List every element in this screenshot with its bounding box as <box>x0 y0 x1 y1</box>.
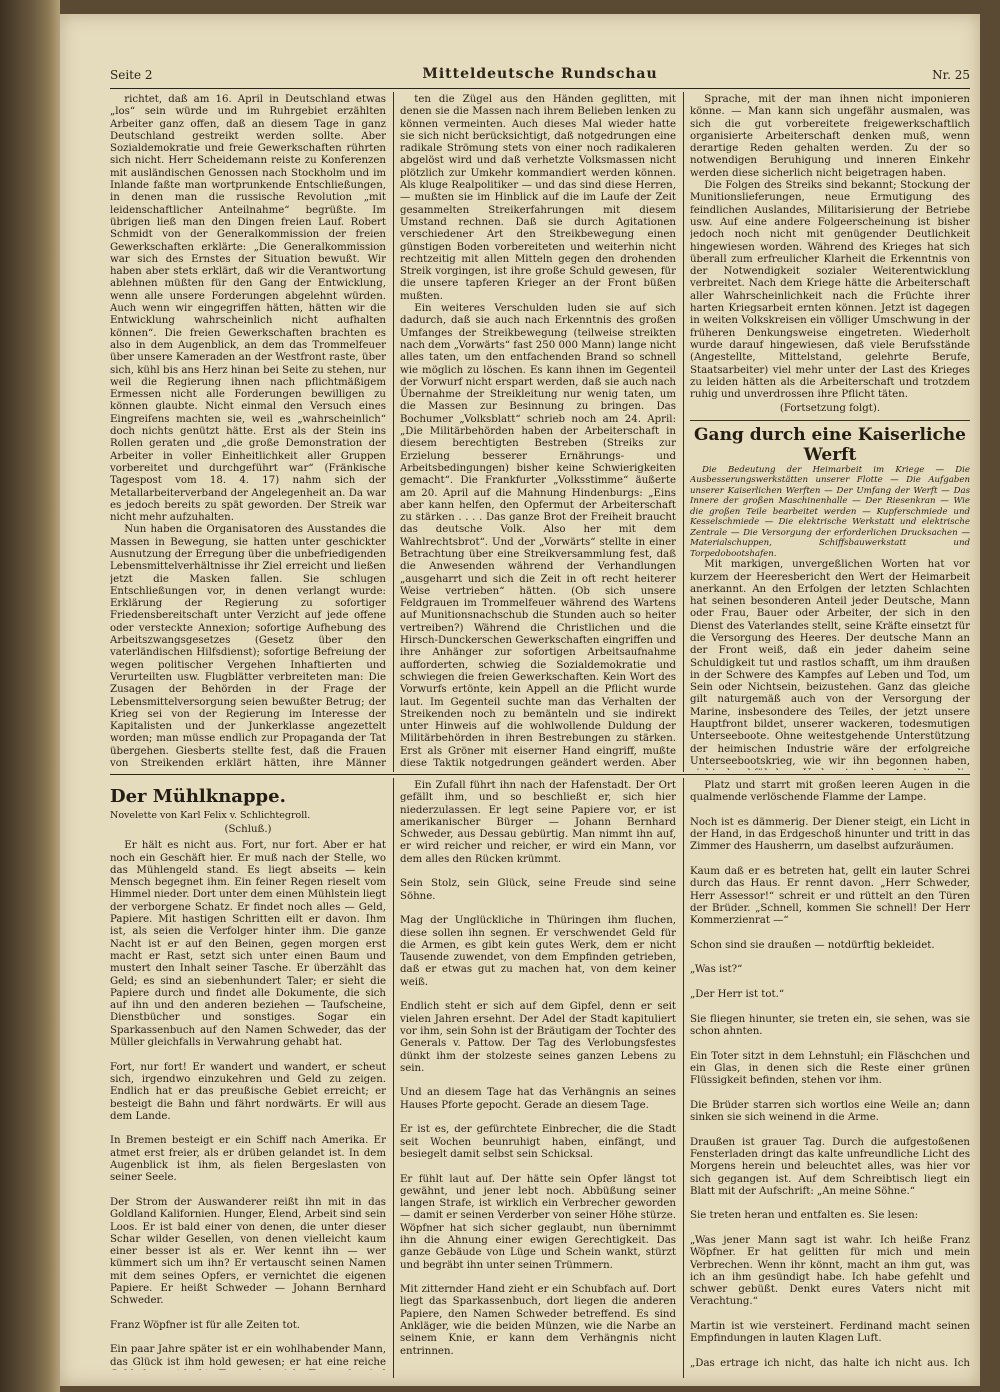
article-column-1 <box>110 94 386 770</box>
novel-author: Novelette von Karl Felix v. Schlichtegroll. <box>110 810 311 821</box>
article-column-2 <box>400 94 676 770</box>
novel-text: Er hält es nicht aus. Fort, nur fort. Aber er hat noch ein Geschäft hier. Er muß nach der Stelle, wo das Mühlengeld stand. Es liegt abseits — kein Mensch begegnet ihm. Ein feiner Regen rieselt vom Himmel nieder. Dort unter dem einen Mühlstein liegt der verborgene Schatz. Er findet noch alles — Geld, Papiere. Mit hastigen Schritten eilt er davon. Ihm ist, als seien die Verfolger hinter ihm. Die ganze Nacht ist er auf den Beinen, gegen morgen erst macht er Rast, setzt sich unter einen Baum und mustert den Inhalt seiner Tasche. Er überzählt das Geld; es sind an siebenhundert Taler; er sieht die Papiere durch und findet alle Dokumente, die sich auf ihn und den anderen beziehen — Taufscheine, Dienstbücher und sonstiges. Sogar ein Sparkassenbuch auf den Namen Schweder, das der Müller gleichfalls in Verwahrung gehabt hat. Fort, nur fort! Er wandert und wandert, er scheut sich, irgendwo einzukehren und Geld zu zeigen. Endlich hat er das preußische Gebiet erreicht; er besteigt die Bahn und fährt nordwärts. Er will aus dem Lande. In Bremen besteigt er ein Schiff nach Amerika. Er atmet erst freier, als er drüben gelandet ist. In dem Augenblick ist ihm, als fielen Bergeslasten von seiner Seele. Der Strom der Auswanderer reißt ihn mit in das Goldland Kalifornien. Hunger, Elend, Arbeit sind sein Loos. Er ist bald einer von denen, die unter dieser Schar wilder Gesellen, von denen vielleicht kaum einer besser ist als er. Wer kennt ihn — wer kümmert sich um ihn? Er vertauscht seinen Namen mit dem seines Opfers, er vernichtet die eigenen Papiere. Er heißt Schweder — Johann Bernhard Schweder. Franz Wöpfner ist für alle Zeiten tot. Ein paar Jahre später ist er ein wohlhabender Mann, das Glück ist ihm hold gewesen; er hat eine reiche <box>110 840 386 1368</box>
article-paragraph: ten die Zügel aus den Händen geglitten, mit denen sie die Massen nach ihrem Belieben lenken zu können vermeinten. Auch dieses Mal wieder hatte sie sich nicht berücksichtigt, daß notgedrungen eine radikale Strömung stets von einer noch radikaleren abgelöst wird und daß verhetzte Volksmassen nicht plötzlich zur Umkehr kommandiert werden können. Als kluge Realpolitiker — und das sind diese Herren, — mußten sie im Hinblick auf die im Laufe der Zeit gesammelten Streikerfahrungen mit diesem Umstand rechnen. Daß sie durch Agitationen verschiedener Art den Streikbewegung einen günstigen Boden vorbereiteten und weiterhin nicht rechtzeitig mit allen Mitteln gegen den drohenden Streik vorgingen, ist ihre große Schuld gewesen, für die unsere tapferen Krieger an der Front büßen mußten. <box>400 94 676 302</box>
novel-column-1 <box>110 780 386 1370</box>
novel-title: Der Mühlknappe. <box>110 786 286 807</box>
column-divider <box>683 778 684 1378</box>
column-divider <box>683 92 684 772</box>
article-paragraph: Nun haben die Organisatoren des Ausstandes die Massen in Bewegung, sie hatten unter geschickter Ausnutzung der Erregung über die unbefriedigenden Lebensmittelverhältnisse ihr Ziel erreicht und ließen jetzt die Masken fallen. Sie schlugen Entschließungen vor, in denen verlangt wurde: Erklärung der Regierung zu sofortiger Friedensbereitschaft unter Verzicht auf jede offene oder versteckte Annexion; sofortige Aufhebung des Arbeitszwangsgesetzes (Gesetz über den vaterländischen Hilfsdienst); sofortige Befreiung der wegen politischer Vergehen Inhaftierten und Verurteilten usw. Flugblätter verbreiteten man: Die Zusagen der Behörden in der Frage der Lebensmittelversorgung seien bewußter Betrug; der Krieg sei von der Regierung im Interesse der Kapitalisten und der Junkerklasse angezettelt worden; man müsse endlich zur Propaganda der Tat übergehen. Giesberts stellte fest, daß die Frauen von Streikenden erklärt hätten, ihre Männer <box>110 524 386 770</box>
werft-article-title: Gang durch eine Kaiserliche Werft <box>694 424 966 465</box>
novel-column-3 <box>690 780 970 1370</box>
section-rule <box>690 420 970 421</box>
issue-number: Nr. 25 <box>932 68 970 82</box>
page-header <box>110 68 970 86</box>
article-paragraph: Die Folgen des Streiks sind bekannt; Stockung der Munitionslieferungen, neue Ermutigung des feindlichen Auslandes, Militarisierung der Betriebe usw. Auf eine andere Folgeerscheinung ist bisher jedoch noch nicht mit genügender Deutlichkeit hingewiesen worden. Während des Krieges hat sich überall zum erfreulicher Klarheit die Erkenntnis von der Notwendigkeit sozialer Weiterentwicklung verbreitet. Nach dem Kriege hätte die Arbeiterschaft aller Wahrscheinlichkeit nach die Früchte ihrer harten Kriegsarbeit ernten können. Jetzt ist dagegen in weiten Volkskreisen ein völliger Umschwung in der früheren Denkungsweise eingetreten. Wiederholt wurde darauf hingewiesen, daß viele Berufsstände (Angestellte, Mittelstand, gelehrte Berufe, Staatsarbeiter) viel mehr unter der Last des Krieges zu leiden hätten als die Arbeiterschaft und trotzdem ruhig und unverdrossen ihre Pflicht täten. <box>690 180 970 401</box>
werft-article-summary: Die Bedeutung der Heimarbeit im Kriege — Die Ausbesserungswerkstätten unserer Flotte — Die Aufgaben unserer Kaiserlichen Werften — Der Umfang der Werft — Das Innere der großen Maschinenhalle — Der Riesenkran — Wie die großen Teile bearbeitet werden — Kupferschmiede und Kesselschmiede — Die elektrische Werkstatt und elektrische Zentrale — Die Versorgung der erforderlichen Drucksachen — Materialschuppen, Schiffsbauwerkstatt und Torpedobootshafen. <box>690 464 970 559</box>
newspaper-page <box>60 14 980 1386</box>
masthead-title: Mitteldeutsche Rundschau <box>422 66 658 82</box>
page-number: Seite 2 <box>110 68 153 82</box>
column-divider <box>393 778 394 1378</box>
novel-part: (Schluß.) <box>224 824 272 835</box>
article-paragraph: Ein weiteres Verschulden luden sie auf sich dadurch, daß sie auch nach Erkenntnis des großen Umfanges der Streikbewegung (teilweise streikten nach dem „Vorwärts“ fast 250 000 Mann) lange nicht alles taten, um den entfachenden Brand so schnell wie möglich zu löschen. Es kann ihnen im Gegenteil der Vorwurf nicht erspart werden, daß sie auch nach Übernahme der Streikleitung nur wenig taten, um die Massen zur Besinnung zu bringen. Das Bochumer „Volksblatt“ schrieb noch am 24. April: „Die Militärbehörden haben der Arbeiterschaft in diesem berechtigten Bestreben (Streiks zur Erzielung besserer Ernährungs- und Arbeitsbedingungen) bisher keine Schwierigkeiten gemacht“. Die Frankfurter „Volksstimme“ äußerte am 20. April auf die Mahnung Hindenburgs: „Eins aber kann helfen, den Opfermut der Arbeiterschaft zu stärken . . . . Das ganze Brot der Freiheit braucht das deutsche Volk. Also her mit dem Wahlrechtsbrot“. Und der „Vorwärts“ stellte in einer Betrachtung über eine Streikversammlung fest, daß die Anwesenden während der Verhandlungen „ausgeharrt und sich die Zeit in oft recht heiterer Weise vertrieben“ hätten. (Ob sich unsere Feldgrauen im Trommelfeuer während des Wartens auf Munitionsnachschub die Stunden auch so heiter vertreiben?) Während die Christlichen und die Hirsch-Dunckerschen Gewerkschaften eingriffen und ihre Anhänger zur sofortigen Arbeitsaufnahme aufforderten, schwieg die Sozialdemokratie und schwiegen die freien Gewerkschaften. Kein Wort des Vorwurfs ertönte, kein Appell an die Pflicht wurde laut. Im Gegenteil suchte man das Verhalten der Streikenden noch zu bemänteln und sie indirekt unter Hinweis auf die wohlwollende Duldung der Militärbehörden in ihren Bestrebungen zu stärken. Erst als Gröner mit eiserner Hand eingriff, mußte diese Taktik notgedrungen geändert werden. Aber <box>400 303 676 770</box>
article-paragraph: richtet, daß am 16. April in Deutschland etwas „los“ sein würde und im Ruhrgebiet erzählten Arbeiter ganz offen, daß an diesem Tage in ganz Deutschland gestreikt werden sollte. Aber Sozialdemokratie und freie Gewerkschaften rührten sich nicht. Herr Scheidemann reiste zu Konferenzen mit ausländischen Genossen nach Stockholm und im Inlande faßte man wortprunkende Entschließungen, in denen man die russische Revolution „mit leidenschaftlicher Anteilnahme“ begrüßte. Im übrigen ließ man den Dingen freien Lauf. Robert Schmidt von der Generalkommission der freien Gewerkschaften erklärte: „Die Generalkommission war sich des Ernstes der Situation bewußt. Wir haben aber stets erklärt, daß wir die Verantwortung ablehnen müßten für den Gang der Entwicklung, wenn alle unsere Forderungen abgelehnt würden. Auch wenn wir eingegriffen hätten, hätten wir die Entwicklung wahrscheinlich nicht aufhalten können“. Die freien Gewerkschaften brachten es also in dem Augenblick, an dem das Trommelfeuer über unsere Kameraden an der Westfront raste, über sich, kühl bis ans Herz hinan bei Seite zu stehen, nur weil die Regierung ihnen nach pflichtmäßigem Ermessen nicht alle Forderungen bewilligen zu können glaubte. Nicht einmal den Versuch eines Eingreifens machten sie, weil es „wahrscheinlich“ doch nichts genützt hätte. Erst als der Stein ins Rollen geraten und „die große Demonstration der Arbeiter in voller Einheitlichkeit aller Gruppen vorbereitet und durchgeführt war“ (Fränkische Tagespost vom 18. 4. 17) nahm sich der Metallarbeiterverband der Angelegenheit an. Da war es jedoch bereits zu spät geworden. Der Streik war nicht mehr aufzuhalten. <box>110 94 386 524</box>
book-binding-spine <box>0 0 60 1392</box>
article-paragraph: Mit markigen, unvergeßlichen Worten hat vor kurzem der Heeresbericht den Wert der Heimarbeit anerkannt. An den Erfolgen der letzten Schlachten hat seinen besonderen Anteil jeder Deutsche, Mann oder Frau, Bauer oder Arbeiter, der sich in den Dienst des Vaterlandes stellt, seine Kräfte einsetzt für die Versorgung des Heeres. Der deutsche Mann an der Front weiß, daß ein jeder daheim seine Schuldigkeit tut und rastlos schafft, um ihm draußen in der Schwere des Kampfes auf Leben und Tod, um Sein oder Nichtsein, beizustehen. Ganz das gleiche gilt naturgemäß auch von der Versorgung der Marine, insbesondere des Teiles, der jetzt unsere Hauptfront bildet, unserer wackeren, todesmutigen Unterseeboote. Ohne weitestgehende Unterstützung der heimischen Industrie wäre der erfolgreiche Unterseebootskrieg, wie wir ihn begonnen haben, <box>690 559 970 767</box>
feuilleton-rule <box>110 774 970 775</box>
novel-text: Ein Zufall führt ihn nach der Hafenstadt. Der Ort gefällt ihm, und so beschließt er, sich hier niederzulassen. Er legt seine Papiere vor, er ist amerikanischer Bürger — Johann Bernhard Schweder, aus Dessau gebürtig. Man nimmt ihn auf, er wird reicher und reicher, er wird ein Mann, vor dem alles den Rücken krümmt. Sein Stolz, sein Glück, seine Freude sind seine Söhne. Mag der Unglückliche in Thüringen ihm fluchen, diese sollen ihn segnen. Er verschwendet Geld für die Armen, es gibt kein gutes Werk, dem er nicht Tausende zuwendet, von dem Empfinden getrieben, daß er etwas gut zu machen hat, von dem keiner weiß. Endlich steht er sich auf dem Gipfel, denn er seit vielen Jahren ersehnt. Der Adel der Stadt kapituliert vor ihm, sein Sohn ist der Bräutigam der Tochter des Generals v. Pattow. Der Tag des Verlobungsfestes dünkt ihm der stolzeste seines ganzen Lebens zu sein. Und an diesem Tage hat das Verhängnis an seines Hauses Pforte gepocht. Gerade an diesem Tage. Er ist es, der gefürchtete Einbrecher, die die Stadt seit Wochen beunruhigt haben, einfängt, und besiegelt damit selbst sein Schicksal. Er fühlt laut auf. Der hätte sein Opfer längst tot gewähnt, und jener lebt noch. Abbüßung seiner langen Strafe, ist wirklich ein Verbrecher geworden — damit er seinen Verderber von seiner Höhe stürze. Wöpfner hat sich sicher geglaubt, nun übernimmt ihn die Ahnung einer ewigen Gerechtigkeit. Das ganze Gebäude von Lüge und Schein wankt, stürzt und begräbt ihn unter seinen Trümmern. Mit zitternder Hand zieht er ein Schubfach auf. Dort liegt das Sparkassenbuch, dort liegen die anderen Papiere, den Namen Schweder betreffend. Es sind Ankläger, wie die beiden Münzen, wie die Narbe an seinem Knie, er kann dem Verhängnis nicht entrinnen. <box>400 780 676 1357</box>
novel-column-2 <box>400 780 676 1370</box>
article-column-3 <box>690 94 970 770</box>
column-divider <box>393 92 394 772</box>
continued-note: (Fortsetzung folgt). <box>779 403 881 415</box>
header-rule <box>110 88 970 89</box>
novel-text: Platz und starrt mit großen leeren Augen in die qualmende verlöschende Flamme der Lampe. Noch ist es dämmerig. Der Diener steigt, ein Licht in der Hand, in das Erdgeschoß hinunter und tritt in das Zimmer des Hausherrn, um daselbst aufzuräumen. Kaum daß er es betreten hat, gellt ein lauter Schrei durch das Haus. Er rennt davon. „Herr Schweder, Herr Assessor!“ schreit er und rüttelt an den Türen der Brüder. „Schnell, kommen Sie schnell! Der Herr Kommerzienrat —“ Schon sind sie draußen — notdürftig bekleidet. „Was ist?“ „Der Herr ist tot.“ Sie fliegen hinunter, sie treten ein, sie sehen, was sie schon ahnten. Ein Toter sitzt in dem Lehnstuhl; ein Fläschchen und ein Glas, in denen sich die Reste einer grünen Flüssigkeit befinden, stehen vor ihm. Die Brüder starren sich wortlos eine Weile an; dann sinken sie sich weinend in die Arme. Draußen ist grauer Tag. Durch die aufgestoßenen Fensterladen dringt das kalte unfreundliche Licht des Morgens herein und beleuchtet alles, was hier vor sich gegangen ist. Auf dem Schreibtisch liegt ein Blatt mit der Aufschrift: „An meine Söhne.“ Sie treten heran und entfalten es. Sie lesen: „Was jener Mann sagt ist wahr. Ich heiße Franz Wöpfner. Er hat gelitten für mich und mein Verbrechen. Wenn ihr könnt, macht an ihm gut, was ich an ihm gesündigt habe. Ich habe gefehlt und schwer gebüßt. Denkt eures Vaters nicht mit Verachtung.“ Martin ist wie versteinert. Ferdinand macht seinen Empfindungen in lauten Klagen Luft. „Das ertrage ich nicht, das halte ich nicht aus. Ich <box>690 780 970 1369</box>
article-paragraph: Sprache, mit der man ihnen nicht imponieren könne. — Man kann sich ungefähr ausmalen, was sich die gut vorbereitete freigewerkschaftlich organisierte Arbeiterschaft denken muß, wenn derartige Reden gehalten werden. Zu der so notwendigen Beruhigung und inneren Einkehr werden diese sicherlich nicht beigetragen haben. <box>690 94 970 179</box>
